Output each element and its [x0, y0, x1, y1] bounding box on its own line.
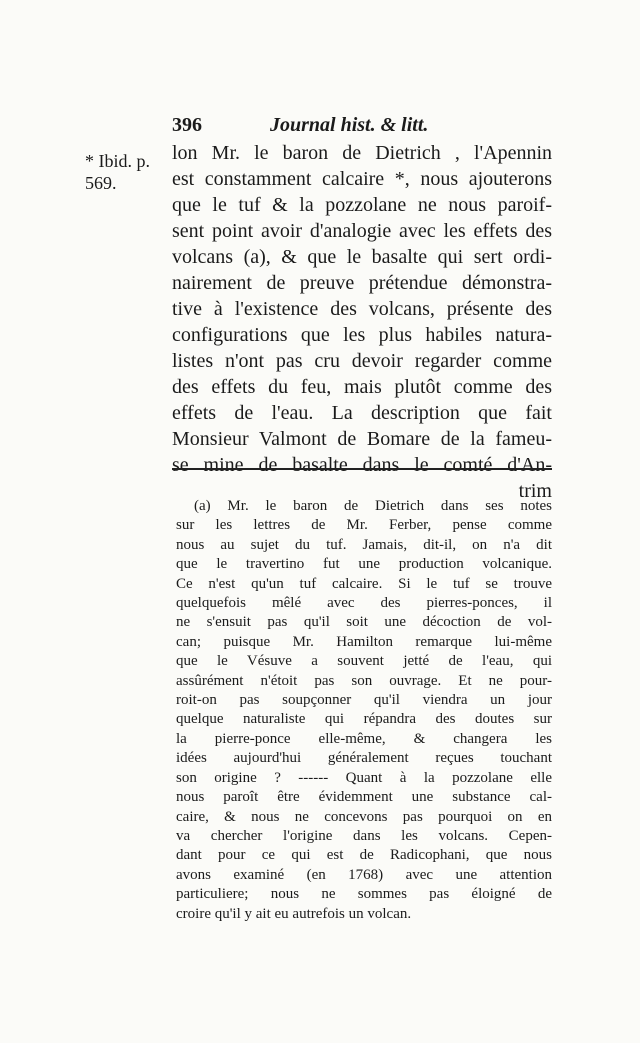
footnote-line: can; puisque Mr. Hamilton remarque lui-même	[176, 633, 552, 650]
footnote-line: son origine ? ------ Quant à la pozzolane elle	[176, 769, 552, 786]
body-line: configurations que les plus habiles natura-	[172, 324, 552, 346]
running-head: Journal hist. & litt.	[270, 114, 429, 136]
body-line: volcans (a), & que le basalte qui sert ordi-	[172, 246, 552, 268]
footnote-line: croire qu'il y ait eu autrefois un volcan.	[176, 905, 412, 922]
footnote-line: particuliere; nous ne sommes pas éloigné de	[176, 886, 552, 903]
page-number: 396	[172, 114, 202, 136]
body-line: nairement de preuve prétendue démonstra-	[172, 272, 552, 294]
catchword: trim	[518, 480, 552, 502]
footnote-line: idées aujourd'hui généralement reçues touchant	[176, 750, 552, 767]
footnote-line: la pierre-ponce elle-même, & changera les	[176, 730, 552, 747]
footnote-line: nous paroît être évidemment une substance cal-	[176, 789, 552, 806]
footnote-line: assûrément n'étoit pas son ouvrage. Et ne pour-	[176, 672, 552, 689]
footnote-line: avons examiné (en 1768) avec une attention	[176, 866, 552, 883]
body-line: que le tuf & la pozzolane ne nous paroif-	[172, 194, 552, 216]
body-line: listes n'ont pas cru devoir regarder comme	[172, 350, 552, 372]
footnote-line: Ce n'est qu'un tuf calcaire. Si le tuf se trouve	[176, 575, 552, 592]
body-line: effets de l'eau. La description que fait	[172, 402, 552, 424]
footnote-line: ne s'ensuit pas qu'il soit une décoction de vol-	[176, 614, 552, 631]
body-text	[172, 140, 552, 504]
body-line: sent point avoir d'analogie avec les effets des	[172, 220, 552, 242]
footnote-divider	[172, 468, 552, 470]
footnote	[176, 497, 552, 924]
footnote-line: que le travertino fut une production volcanique.	[176, 556, 552, 573]
margin-note	[85, 150, 175, 194]
body-line: des effets du feu, mais plutôt comme des	[172, 376, 552, 398]
body-line: se mine de basalte dans le comté d'An-	[172, 454, 552, 476]
margin-note-line: * Ibid. p.	[85, 151, 150, 171]
footnote-line: quelquefois mêlé avec des pierres-ponces, il	[176, 595, 552, 612]
body-line: tive à l'existence des volcans, présente des	[172, 298, 552, 320]
body-line: lon Mr. le baron de Dietrich , l'Apennin	[172, 142, 552, 164]
footnote-line: dant pour ce qui est de Radicophani, que nous	[176, 847, 552, 864]
footnote-line: quelque naturaliste qui répandra des doutes sur	[176, 711, 552, 728]
body-line: est constamment calcaire *, nous ajouterons	[172, 168, 552, 190]
footnote-line: roit-on pas soupçonner qu'il viendra un jour	[176, 692, 552, 709]
footnote-line: nous au sujet du tuf. Jamais, dit-il, on n'a dit	[176, 536, 552, 553]
footnote-line: va chercher l'origine dans les volcans. Cepen-	[176, 827, 552, 844]
footnote-line: sur les lettres de Mr. Ferber, pense comme	[176, 517, 552, 534]
footnote-line: (a) Mr. le baron de Dietrich dans ses notes	[194, 498, 552, 514]
body-line: Monsieur Valmont de Bomare de la fameu-	[172, 428, 552, 450]
footnote-line: caire, & nous ne concevons pas pourquoi on en	[176, 808, 552, 825]
margin-note-line: 569.	[85, 173, 117, 193]
footnote-line: que le Vésuve a souvent jetté de l'eau, qui	[176, 653, 552, 670]
